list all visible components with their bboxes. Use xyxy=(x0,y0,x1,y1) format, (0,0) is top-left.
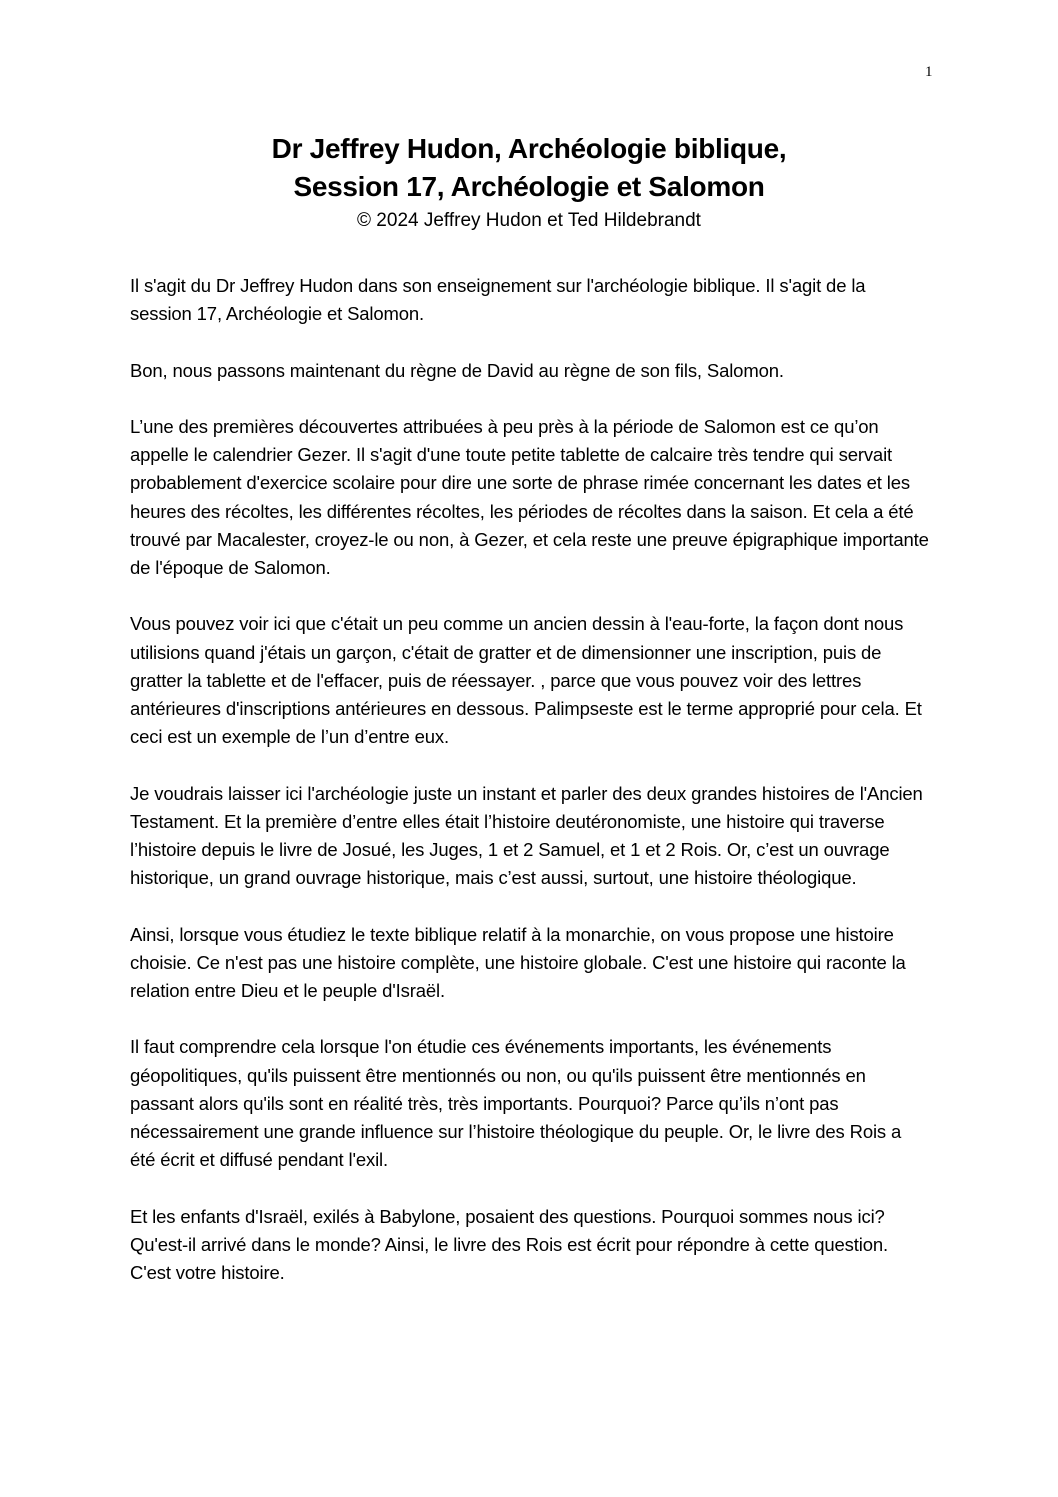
title-line-2: Session 17, Archéologie et Salomon xyxy=(293,171,765,202)
paragraph: Vous pouvez voir ici que c'était un peu comme un ancien dessin à l'eau-forte, la façon dont nous utilisions quand j'étais un garçon, c'était de gratter et de dimensionner une inscription, puis de gratter la tablette et de l'effacer, puis de réessayer. , parce que vous pouvez voir des lettres antérieures d'inscriptions antérieures en dessous. Palimpseste est le terme approprié pour cela. Et ceci est un exemple de l’un d’entre eux. xyxy=(130,613,922,748)
document-header xyxy=(0,130,1058,234)
page-number: 1 xyxy=(925,64,933,80)
paragraph: Ainsi, lorsque vous étudiez le texte biblique relatif à la monarchie, on vous propose une histoire choisie. Ce n'est pas une histoire complète, une histoire globale. C'est une histoire qui raconte la relation entre Dieu et le peuple d'Israël. xyxy=(130,923,906,1001)
paragraph: Il s'agit du Dr Jeffrey Hudon dans son enseignement sur l'archéologie biblique. Il s'agit de la session 17, Archéologie et Salomon. xyxy=(130,275,866,325)
paragraph: Je voudrais laisser ici l'archéologie juste un instant et parler des deux grandes histoires de l'Ancien Testament. Et la première d’entre elles était l’histoire deutéronomiste, une histoire qui traverse l’histoire depuis le livre de Josué, les Juges, 1 et 2 Samuel, et 1 et 2 Rois. Or, c’est un ouvrage historique, un grand ouvrage historique, mais c’est aussi, surtout, une histoire théologique. xyxy=(130,782,923,889)
copyright-notice: © 2024 Jeffrey Hudon et Ted Hildebrandt xyxy=(357,210,701,231)
title-line-1: Dr Jeffrey Hudon, Archéologie biblique, xyxy=(271,133,787,164)
paragraph: L’une des premières découvertes attribuées à peu près à la période de Salomon est ce qu’on appelle le calendrier Gezer. Il s'agit d'une toute petite tablette de calcaire très tendre qui servait probablement d'exercice scolaire pour dire une sorte de phrase rimée concernant les dates et les heures des récoltes, les différentes récoltes, les périodes de récoltes dans la saison. Et cela a été trouvé par Macalester, croyez-le ou non, à Gezer, et cela reste une preuve épigraphique importante de l'époque de Salomon. xyxy=(130,415,929,578)
paragraph: Il faut comprendre cela lorsque l'on étudie ces événements importants, les événements géopolitiques, qu'ils puissent être mentionnés ou non, ou qu'ils puissent être mentionnés en passant alors qu'ils sont en réalité très, très importants. Pourquoi? Parce qu’ils n’ont pas nécessairement une grande influence sur l’histoire théologique du peuple. Or, le livre des Rois a été écrit et diffusé pendant l'exil. xyxy=(130,1036,902,1171)
document-body xyxy=(130,272,930,1315)
paragraph: Et les enfants d'Israël, exilés à Babylone, posaient des questions. Pourquoi sommes nous ici? Qu'est-il arrivé dans le monde? Ainsi, le livre des Rois est écrit pour répondre à cette question. C'est votre histoire. xyxy=(130,1205,889,1283)
paragraph: Bon, nous passons maintenant du règne de David au règne de son fils, Salomon. xyxy=(130,359,784,381)
